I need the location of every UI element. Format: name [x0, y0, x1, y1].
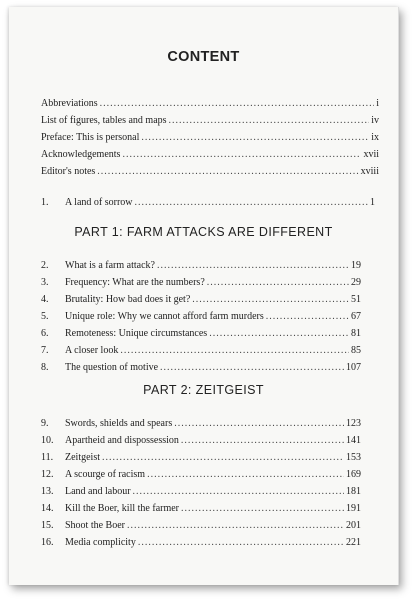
toc-label: What is a farm attack? — [65, 260, 155, 271]
page-title: CONTENT — [167, 49, 240, 65]
chapter-number: 9. — [41, 418, 49, 429]
toc-page: xviii — [360, 166, 379, 177]
toc-entry-chapter-3 — [41, 277, 361, 289]
toc-label: A scourge of racism — [65, 469, 146, 480]
leader-dots — [97, 166, 358, 178]
toc-entry-chapter-7 — [41, 345, 361, 357]
toc-label: Kill the Boer, kill the farmer — [65, 503, 180, 514]
part-1-heading: PART 1: FARM ATTACKS ARE DIFFERENT — [74, 225, 333, 239]
part-2-heading: PART 2: ZEITGEIST — [143, 383, 264, 397]
leader-dots — [207, 277, 349, 289]
toc-label: The question of motive — [65, 362, 159, 373]
toc-entry-chapter-6 — [41, 328, 361, 340]
leader-dots — [141, 132, 369, 144]
toc-label: A closer look — [65, 345, 119, 356]
leader-dots — [135, 197, 369, 209]
toc-page: 181 — [346, 486, 361, 497]
leader-dots — [100, 98, 375, 110]
toc-label: Shoot the Boer — [65, 520, 125, 531]
toc-entry-chapter-5 — [41, 311, 361, 323]
chapter-number: 2. — [41, 260, 49, 271]
toc-entry-chapter-15 — [41, 520, 361, 532]
toc-entry-chapter-12 — [41, 469, 361, 481]
leader-dots — [169, 115, 370, 127]
toc-entry-chapter-14 — [41, 503, 361, 515]
toc-page: 153 — [346, 452, 361, 463]
leader-dots — [192, 294, 349, 306]
toc-label: Unique role: Why we cannot afford farm murders — [65, 311, 264, 322]
chapter-number: 13. — [41, 486, 54, 497]
toc-entry-chapter-9 — [41, 418, 361, 430]
toc-page: 107 — [346, 362, 361, 373]
toc-page: 123 — [346, 418, 361, 429]
toc-page: 191 — [346, 503, 361, 514]
leader-dots — [181, 503, 344, 515]
toc-label: Brutality: How bad does it get? — [65, 294, 191, 305]
chapter-number: 16. — [41, 537, 54, 548]
toc-entry-chapter-10 — [41, 435, 361, 447]
leader-dots — [133, 486, 344, 498]
toc-entry-chapter-4 — [41, 294, 361, 306]
toc-page: 67 — [351, 311, 361, 322]
toc-label: Land and labour — [65, 486, 131, 497]
toc-label: Abbreviations — [41, 98, 98, 109]
toc-entry-chapter-16 — [41, 537, 361, 549]
chapter-number: 6. — [41, 328, 49, 339]
toc-entry-chapter-1 — [41, 197, 375, 209]
leader-dots — [120, 345, 349, 357]
toc-label: Acknowledgements — [41, 149, 121, 160]
toc-page: 81 — [351, 328, 361, 339]
leader-dots — [174, 418, 344, 430]
toc-entry-editors-notes — [41, 166, 379, 178]
toc-entry-figures — [41, 115, 379, 127]
chapter-number: 12. — [41, 469, 54, 480]
leader-dots — [157, 260, 349, 272]
leader-dots — [138, 537, 344, 549]
toc-label: Swords, shields and spears — [65, 418, 173, 429]
toc-label: List of figures, tables and maps — [41, 115, 167, 126]
chapter-number: 7. — [41, 345, 49, 356]
toc-entry-chapter-11 — [41, 452, 361, 464]
chapter-number: 14. — [41, 503, 54, 514]
book-page — [9, 7, 399, 585]
leader-dots — [127, 520, 344, 532]
toc-label: Media complicity — [65, 537, 136, 548]
toc-page: 19 — [351, 260, 361, 271]
toc-page: 1 — [370, 197, 375, 208]
toc-label: Editor's notes — [41, 166, 96, 177]
toc-page: xvii — [363, 149, 379, 160]
toc-entry-preface — [41, 132, 379, 144]
toc-entry-chapter-8 — [41, 362, 361, 374]
toc-label: A land of sorrow — [65, 197, 133, 208]
leader-dots — [102, 452, 344, 464]
toc-page: 201 — [346, 520, 361, 531]
toc-page: 85 — [351, 345, 361, 356]
leader-dots — [209, 328, 349, 340]
chapter-number: 10. — [41, 435, 54, 446]
toc-label: Frequency: What are the numbers? — [65, 277, 205, 288]
chapter-number: 11. — [41, 452, 54, 463]
toc-page: 51 — [351, 294, 361, 305]
toc-entry-acknowledgements — [41, 149, 379, 161]
chapter-number: 4. — [41, 294, 49, 305]
chapter-number: 1. — [41, 197, 49, 208]
chapter-number: 5. — [41, 311, 49, 322]
toc-entry-abbreviations — [41, 98, 379, 110]
toc-entry-chapter-13 — [41, 486, 361, 498]
toc-label: Remoteness: Unique circumstances — [65, 328, 208, 339]
toc-page: ix — [371, 132, 379, 143]
toc-label: Zeitgeist — [65, 452, 100, 463]
toc-label: Preface: This is personal — [41, 132, 140, 143]
leader-dots — [266, 311, 349, 323]
leader-dots — [160, 362, 344, 374]
toc-page: 221 — [346, 537, 361, 548]
chapter-number: 3. — [41, 277, 49, 288]
chapter-number: 15. — [41, 520, 54, 531]
leader-dots — [122, 149, 361, 161]
toc-page: 29 — [351, 277, 361, 288]
toc-page: i — [376, 98, 379, 109]
toc-page: iv — [371, 115, 379, 126]
leader-dots — [147, 469, 344, 481]
toc-entry-chapter-2 — [41, 260, 361, 272]
chapter-number: 8. — [41, 362, 49, 373]
toc-page: 141 — [346, 435, 361, 446]
toc-page: 169 — [346, 469, 361, 480]
leader-dots — [181, 435, 344, 447]
toc-label: Apartheid and dispossession — [65, 435, 179, 446]
